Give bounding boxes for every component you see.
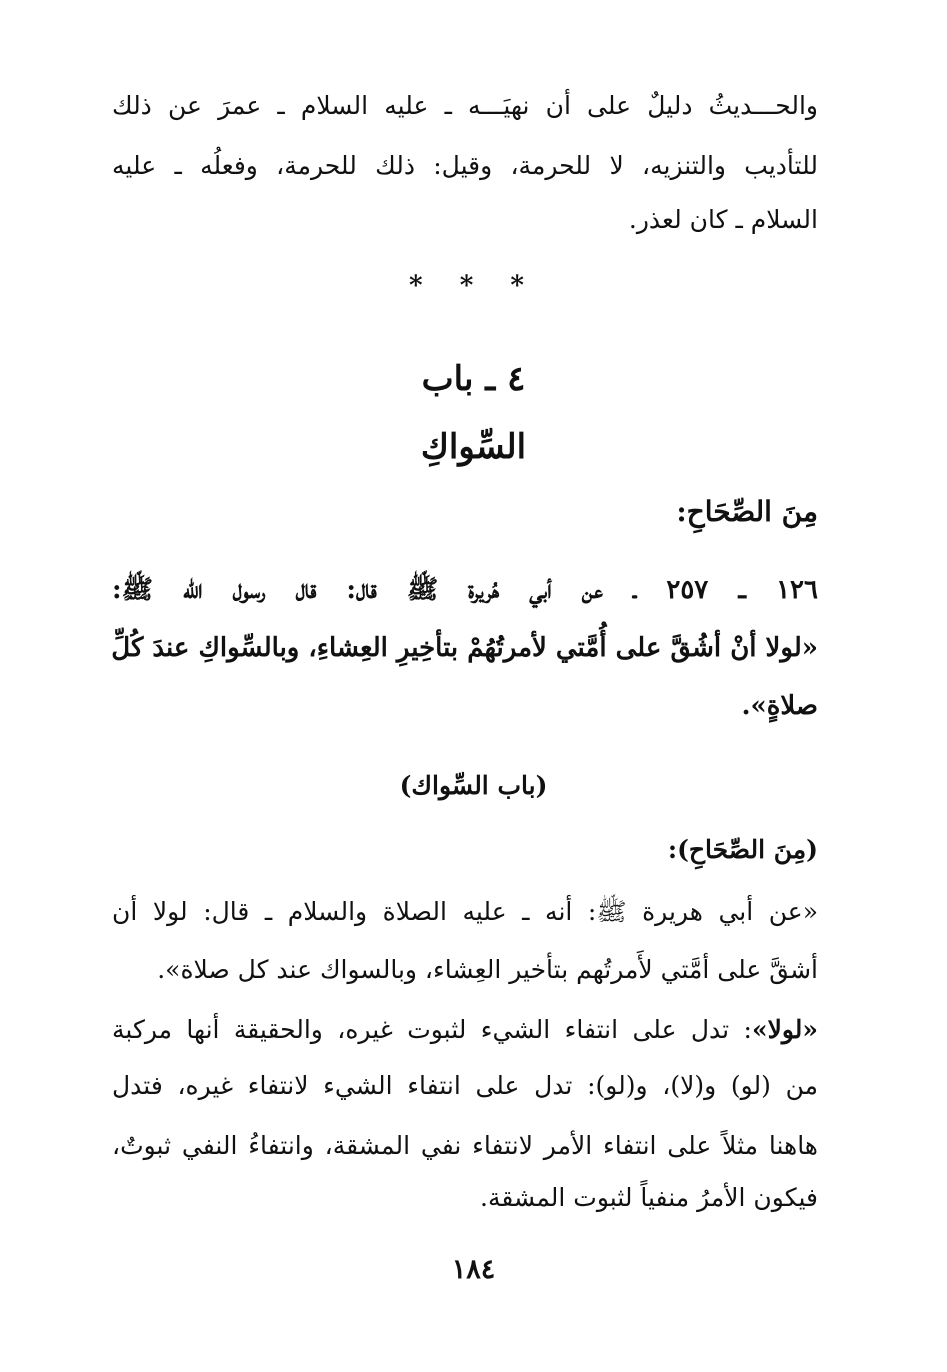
commentary-quote-line-2: أشقَّ على أمَّتي لأَمرتُهم بتأخير العِشاء، وبالسواك عند كل صلاة».: [157, 955, 818, 984]
top-paragraph-line-2: للتأديب والتنزيه، لا للحرمة، وقيل: ذلك للحرمة، وفعلُه ـ عليه: [112, 151, 818, 180]
chapter-number: ٤ ـ باب: [421, 359, 526, 399]
section-label: مِنَ الصِّحَاحِ:: [676, 495, 818, 528]
explanation-line-1-text: : تدل على انتفاء الشيء لثبوت غيره، والحقيقة أنها مركبة: [112, 1015, 752, 1044]
explanation-line-4: فيكون الأمرُ منفياً لثبوت المشقة.: [480, 1183, 818, 1212]
chapter-title: السِّواكِ: [420, 427, 527, 467]
commentary-section-label: (مِنَ الصِّحَاحِ):: [667, 835, 818, 864]
top-paragraph-line-1: والحـــديثُ دليلٌ على أن نهيَـــه ـ عليه السلام ـ عمرَ عن ذلك: [112, 91, 818, 120]
section-separator: * * *: [409, 271, 538, 301]
page-number: ١٨٤: [451, 1254, 496, 1285]
explanation-line-2: من (لو) و(لا)، و(لو): تدل على انتفاء الشيء لانتفاء غيره، فتدل: [112, 1071, 818, 1100]
top-paragraph-line-3: السلام ـ كان لعذر.: [628, 205, 818, 234]
hadith-line-1: ١٢٦ ـ ٢٥٧ ـ عن أبي هُريرة ﷺ قال: قال رسول الله ﷺ:: [112, 575, 818, 605]
explanation-line-1: [112, 1012, 818, 1048]
commentary-heading: (باب السِّواك): [399, 771, 548, 800]
explanation-line-3: هاهنا مثلاً على انتفاء الأمر لانتفاء نفي المشقة، وانتفاءُ النفي ثبوتٌ،: [112, 1131, 818, 1160]
commentary-quote-line-1: «عن أبي هريرة ﷺ: أنه ـ عليه الصلاة والسلام ـ قال: لولا أن: [112, 897, 818, 926]
hadith-line-2: «لولا أنْ أشُقَّ على أُمَّتي لأمرتُهُمْ بتأخِيرِ العِشاءِ، وبالسِّواكِ عندَ كُلِّ: [111, 633, 818, 663]
hadith-line-3: صلاةٍ».: [741, 691, 818, 721]
explanation-keyword: «لولا»: [751, 1015, 818, 1044]
